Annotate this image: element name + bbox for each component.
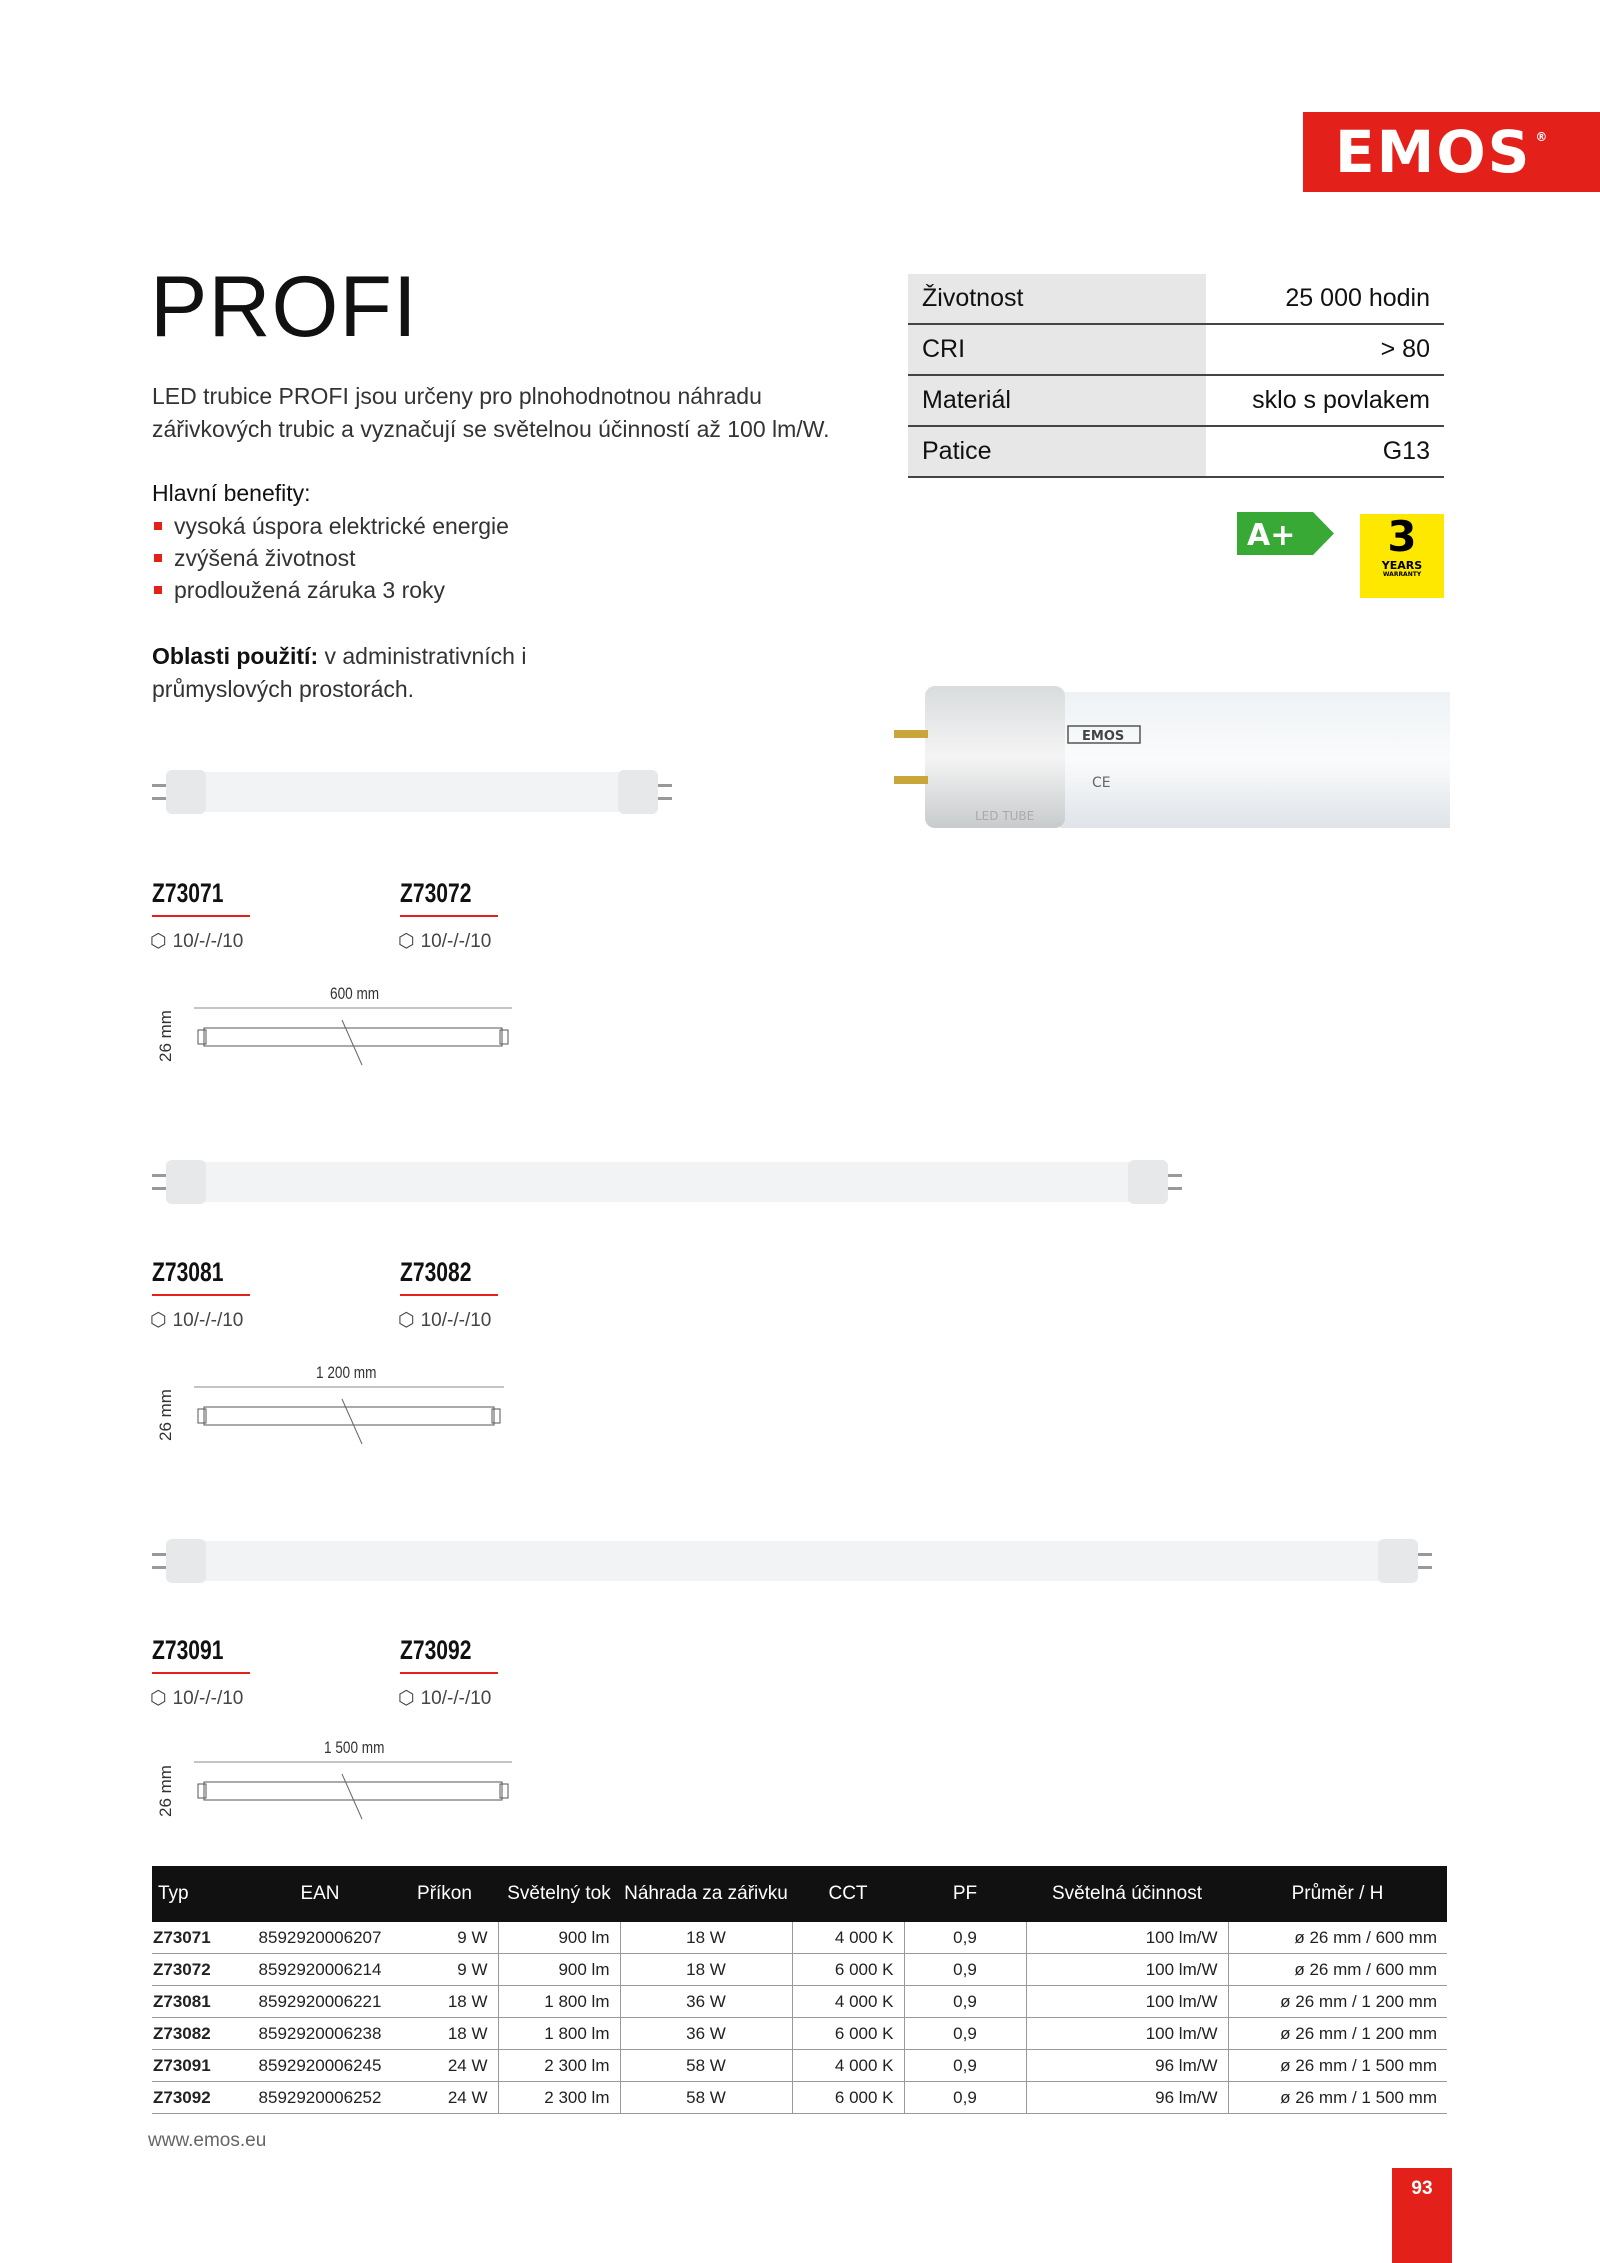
package-info <box>150 1309 243 1332</box>
column-header: Typ <box>152 1866 249 1922</box>
spec-row <box>908 426 1444 477</box>
column-header: Světelná účinnost <box>1026 1866 1228 1922</box>
box-icon: ⬡ <box>398 1688 415 1709</box>
logo-text: EMOS <box>1335 118 1532 186</box>
table-cell: 1 800 lm <box>498 2018 620 2050</box>
energy-class-label: A+ <box>1247 518 1296 553</box>
product-code: Z73081 <box>152 1257 224 1287</box>
energy-class-icon <box>1237 512 1334 555</box>
table-cell: 900 lm <box>498 1954 620 1986</box>
spec-key: Patice <box>908 426 1206 477</box>
spec-key: Materiál <box>908 375 1206 426</box>
table-cell: 24 W <box>391 2050 498 2082</box>
table-cell: 18 W <box>391 2018 498 2050</box>
table-cell: 18 W <box>620 1922 792 1954</box>
package-value: 10/-/-/10 <box>172 1687 244 1709</box>
benefit-item: vysoká úspora elektrické energie <box>152 510 509 542</box>
box-icon: ⬡ <box>398 1310 415 1331</box>
table-row <box>152 2018 1447 2050</box>
tube-brand-print: EMOS <box>1082 729 1125 744</box>
package-info <box>398 930 491 953</box>
table-row <box>152 1922 1447 1954</box>
dimension-drawing <box>192 1759 522 1823</box>
table-cell: 6 000 K <box>792 2018 904 2050</box>
table-cell: ø 26 mm / 600 mm <box>1228 1922 1447 1954</box>
table-row <box>152 1986 1447 2018</box>
table-cell: Z73092 <box>152 2082 249 2114</box>
table-cell: Z73081 <box>152 1986 249 2018</box>
benefits-heading: Hlavní benefity: <box>152 480 311 506</box>
box-icon: ⬡ <box>150 931 167 952</box>
code-underline <box>152 1672 250 1674</box>
table-cell: 4 000 K <box>792 1986 904 2018</box>
column-header: Průměr / H <box>1228 1866 1447 1922</box>
spec-row <box>908 274 1444 324</box>
package-info <box>398 1687 491 1710</box>
code-underline <box>400 1672 498 1674</box>
table-cell: ø 26 mm / 1 200 mm <box>1228 2018 1447 2050</box>
spec-row <box>908 324 1444 375</box>
table-cell: 2 300 lm <box>498 2050 620 2082</box>
product-code: Z73071 <box>152 878 224 908</box>
table-cell: 100 lm/W <box>1026 1954 1228 1986</box>
intro-text: LED trubice PROFI jsou určeny pro plnohodnotnou náhradu zářivkových trubic a vyznačují se světelnou účinností až 100 lm/W. <box>152 383 830 442</box>
table-row <box>152 2082 1447 2114</box>
table-cell: 0,9 <box>904 2050 1026 2082</box>
warranty-number: 3 <box>1387 512 1417 561</box>
spec-value: 25 000 hodin <box>1206 274 1444 324</box>
product-code: Z73082 <box>400 1257 472 1287</box>
product-table <box>152 1866 1447 2114</box>
spec-value: sklo s povlakem <box>1206 375 1444 426</box>
table-cell: 0,9 <box>904 2018 1026 2050</box>
table-cell: 0,9 <box>904 1922 1026 1954</box>
table-cell: 36 W <box>620 1986 792 2018</box>
package-value: 10/-/-/10 <box>172 1309 244 1331</box>
table-cell: 0,9 <box>904 1954 1026 1986</box>
spec-row <box>908 375 1444 426</box>
registered-mark: ® <box>1535 130 1550 144</box>
usage-label: Oblasti použití: <box>152 643 319 669</box>
length-label: 1 500 mm <box>324 1738 385 1757</box>
table-cell: Z73082 <box>152 2018 249 2050</box>
table-cell: Z73071 <box>152 1922 249 1954</box>
table-cell: 0,9 <box>904 2082 1026 2114</box>
table-cell: 24 W <box>391 2082 498 2114</box>
tube-led-print: LED TUBE <box>975 809 1035 823</box>
diameter-label: 26 mm <box>156 1765 175 1817</box>
table-cell: 0,9 <box>904 1986 1026 2018</box>
table-header-row <box>152 1866 1447 1922</box>
dimension-drawing <box>192 1005 522 1069</box>
table-cell: Z73072 <box>152 1954 249 1986</box>
warranty-label: WARRANTY <box>1382 571 1422 578</box>
usage-text <box>152 640 572 706</box>
table-cell: 4 000 K <box>792 2050 904 2082</box>
usage-value: v administrativních i průmyslových prostorách. <box>152 643 527 702</box>
benefit-item: zvýšená životnost <box>152 542 509 574</box>
tube-600-image <box>148 766 698 818</box>
table-cell: 8592920006207 <box>249 1922 391 1954</box>
warranty-badge <box>1360 514 1444 598</box>
table-cell: 100 lm/W <box>1026 1986 1228 2018</box>
table-cell: 18 W <box>391 1986 498 2018</box>
table-cell: 8592920006252 <box>249 2082 391 2114</box>
tube-1200-image <box>148 1156 1208 1208</box>
spec-table <box>908 274 1444 478</box>
spec-key: Životnost <box>908 274 1206 324</box>
package-value: 10/-/-/10 <box>420 1687 492 1709</box>
table-cell: 8592920006245 <box>249 2050 391 2082</box>
box-icon: ⬡ <box>150 1688 167 1709</box>
tube-closeup-image <box>880 682 1450 832</box>
table-cell: ø 26 mm / 600 mm <box>1228 1954 1447 1986</box>
table-cell: 1 800 lm <box>498 1986 620 2018</box>
table-cell: ø 26 mm / 1 500 mm <box>1228 2082 1447 2114</box>
table-cell: 36 W <box>620 2018 792 2050</box>
footer-url[interactable]: www.emos.eu <box>148 2130 267 2151</box>
package-info <box>150 930 243 953</box>
table-cell: 8592920006221 <box>249 1986 391 2018</box>
column-header: Světelný tok <box>498 1866 620 1922</box>
diameter-label: 26 mm <box>156 1010 175 1062</box>
dimension-drawing <box>192 1384 512 1448</box>
diameter-label: 26 mm <box>156 1389 175 1441</box>
table-row <box>152 2050 1447 2082</box>
tube-ce-print: CE <box>1092 775 1111 791</box>
table-cell: 9 W <box>391 1922 498 1954</box>
spec-key: CRI <box>908 324 1206 375</box>
code-underline <box>152 915 250 917</box>
benefits-list <box>152 510 509 606</box>
code-underline <box>152 1294 250 1296</box>
package-value: 10/-/-/10 <box>172 930 244 952</box>
table-cell: 96 lm/W <box>1026 2050 1228 2082</box>
product-code: Z73092 <box>400 1635 472 1665</box>
table-cell: 8592920006214 <box>249 1954 391 1986</box>
table-cell: 2 300 lm <box>498 2082 620 2114</box>
table-cell: 58 W <box>620 2082 792 2114</box>
table-cell: 6 000 K <box>792 2082 904 2114</box>
package-info <box>150 1687 243 1710</box>
column-header: Náhrada za zářivku <box>620 1866 792 1922</box>
spec-value: > 80 <box>1206 324 1444 375</box>
box-icon: ⬡ <box>150 1310 167 1331</box>
column-header: Příkon <box>391 1866 498 1922</box>
code-underline <box>400 915 498 917</box>
table-cell: 900 lm <box>498 1922 620 1954</box>
table-cell: 9 W <box>391 1954 498 1986</box>
table-cell: 58 W <box>620 2050 792 2082</box>
code-underline <box>400 1294 498 1296</box>
length-label: 1 200 mm <box>316 1363 377 1382</box>
box-icon: ⬡ <box>398 931 415 952</box>
package-value: 10/-/-/10 <box>420 1309 492 1331</box>
column-header: PF <box>904 1866 1026 1922</box>
table-cell: 6 000 K <box>792 1954 904 1986</box>
page-title: PROFI <box>150 259 418 355</box>
table-cell: 4 000 K <box>792 1922 904 1954</box>
package-value: 10/-/-/10 <box>420 930 492 952</box>
spec-value: G13 <box>1206 426 1444 477</box>
product-code: Z73072 <box>400 878 472 908</box>
table-row <box>152 1954 1447 1986</box>
warranty-years: YEARS <box>1381 559 1423 572</box>
column-header: CCT <box>792 1866 904 1922</box>
table-cell: Z73091 <box>152 2050 249 2082</box>
column-header: EAN <box>249 1866 391 1922</box>
table-cell: 18 W <box>620 1954 792 1986</box>
package-info <box>398 1309 491 1332</box>
table-cell: 96 lm/W <box>1026 2082 1228 2114</box>
table-cell: 8592920006238 <box>249 2018 391 2050</box>
page-number: 93 <box>1392 2168 1452 2263</box>
benefit-item: prodloužená záruka 3 roky <box>152 574 509 606</box>
table-cell: 100 lm/W <box>1026 1922 1228 1954</box>
table-cell: ø 26 mm / 1 200 mm <box>1228 1986 1447 2018</box>
tube-1500-image <box>148 1535 1448 1587</box>
table-cell: ø 26 mm / 1 500 mm <box>1228 2050 1447 2082</box>
length-label: 600 mm <box>330 984 380 1003</box>
table-cell: 100 lm/W <box>1026 2018 1228 2050</box>
brand-logo <box>1303 112 1600 192</box>
product-code: Z73091 <box>152 1635 224 1665</box>
